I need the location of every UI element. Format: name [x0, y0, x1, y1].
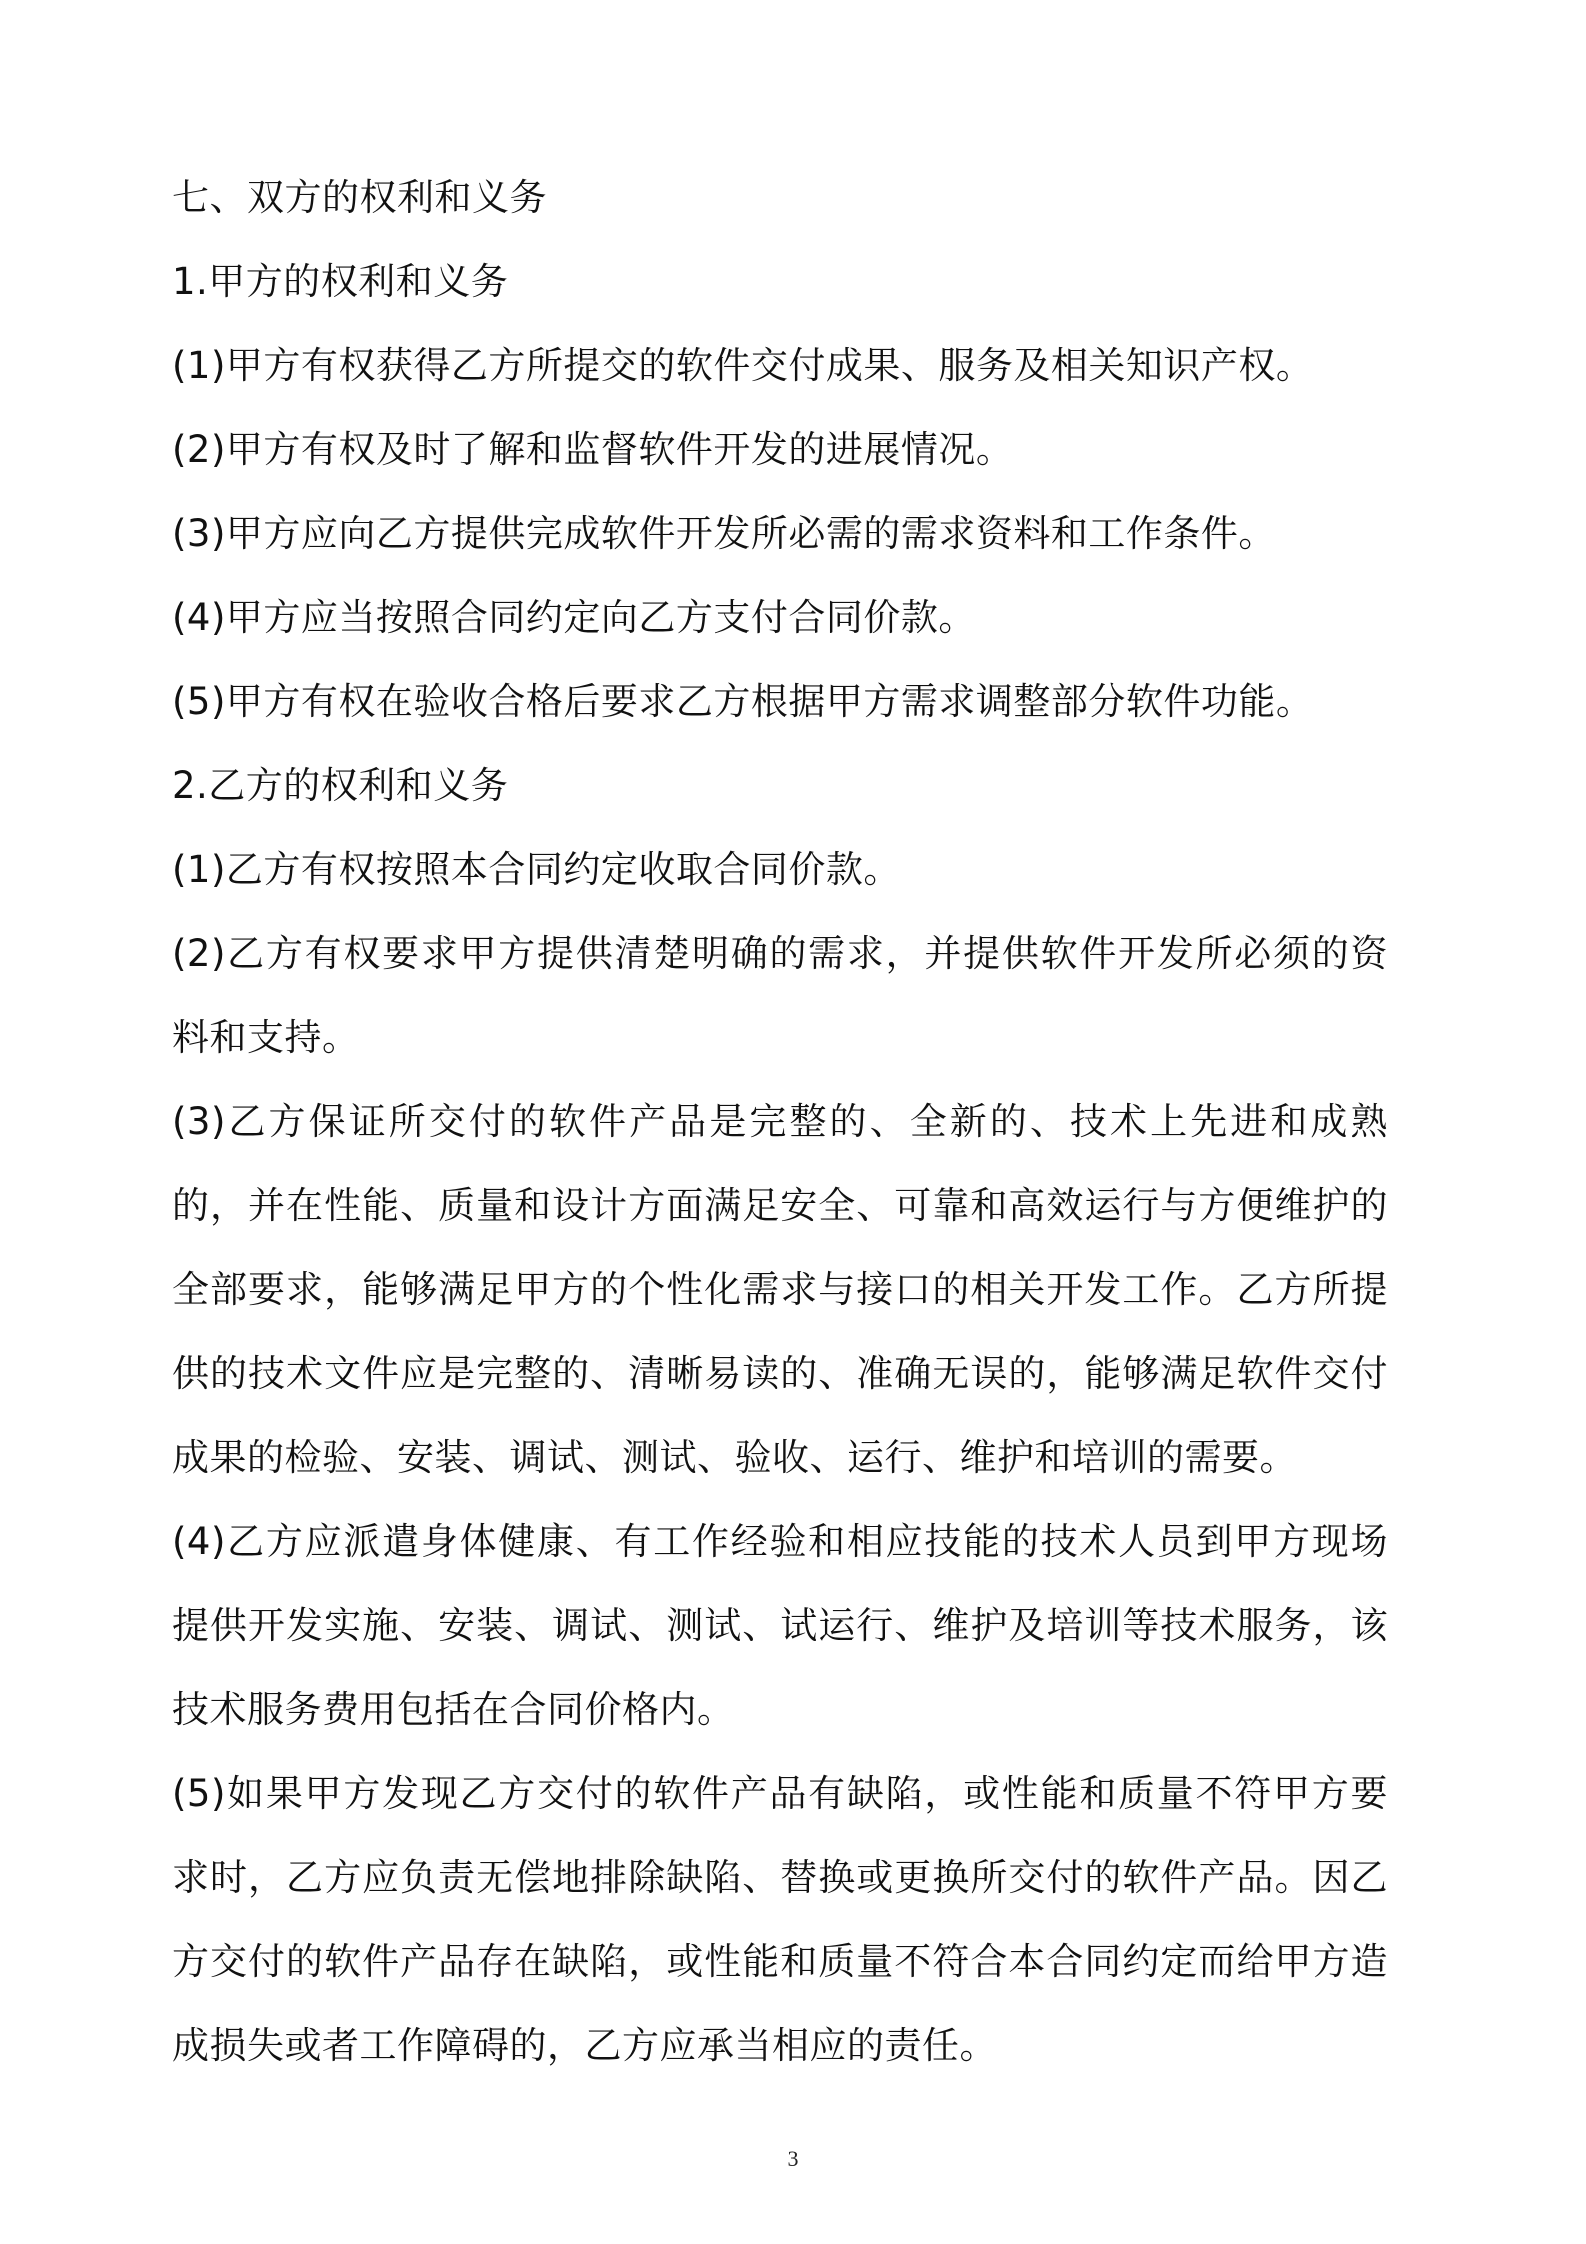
party-b-item-2: (2)乙方有权要求甲方提供清楚明确的需求，并提供软件开发所必须的资料和支持。 — [172, 932, 1388, 1059]
section-heading: 七、双方的权利和义务 — [172, 176, 547, 219]
party-b-item-4: (4)乙方应派遣身体健康、有工作经验和相应技能的技术人员到甲方现场提供开发实施、安装、调试、测试、试运行、维护及培训等技术服务，该技术服务费用包括在合同价格内。 — [172, 1520, 1388, 1731]
party-b-item-1: (1)乙方有权按照本合同约定收取合同价款。 — [172, 848, 901, 891]
party-a-item-3: (3)甲方应向乙方提供完成软件开发所必需的需求资料和工作条件。 — [172, 512, 1276, 555]
party-a-heading: 1.甲方的权利和义务 — [172, 260, 509, 303]
party-b-item-5: (5)如果甲方发现乙方交付的软件产品有缺陷，或性能和质量不符甲方要求时，乙方应负责无偿地排除缺陷、替换或更换所交付的软件产品。因乙方交付的软件产品存在缺陷，或性能和质量不符合本合同约定而给甲方造成损失或者工作障碍的，乙方应承当相应的责任。 — [172, 1772, 1388, 2067]
page-number: 3 — [787, 2146, 799, 2171]
party-a-item-5: (5)甲方有权在验收合格后要求乙方根据甲方需求调整部分软件功能。 — [172, 680, 1314, 723]
party-b-item-3: (3)乙方保证所交付的软件产品是完整的、全新的、技术上先进和成熟的，并在性能、质量和设计方面满足安全、可靠和高效运行与方便维护的全部要求，能够满足甲方的个性化需求与接口的相关开发工作。乙方所提供的技术文件应是完整的、清晰易读的、准确无误的，能够满足软件交付成果的检验、安装、调试、测试、验收、运行、维护和培训的需要。 — [172, 1100, 1388, 1479]
party-a-item-2: (2)甲方有权及时了解和监督软件开发的进展情况。 — [172, 428, 1014, 471]
party-a-item-4: (4)甲方应当按照合同约定向乙方支付合同价款。 — [172, 596, 976, 639]
document-body — [172, 156, 1388, 2088]
party-a-item-1: (1)甲方有权获得乙方所提交的软件交付成果、服务及相关知识产权。 — [172, 344, 1314, 387]
party-b-heading: 2.乙方的权利和义务 — [172, 764, 509, 807]
